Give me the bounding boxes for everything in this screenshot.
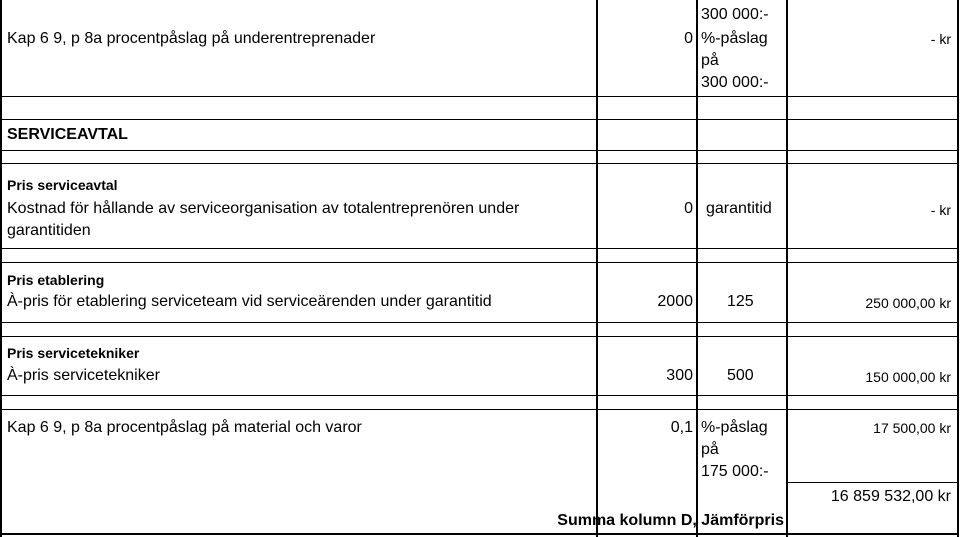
grid-line-row-7 — [0, 322, 959, 323]
grid-line-row-3 — [0, 150, 959, 151]
cell-unit-kap-material-3: 175 000:- — [701, 463, 769, 480]
grid-line-right — [957, 0, 959, 537]
grid-line-col-b — [596, 0, 598, 537]
grid-line-row-4 — [0, 163, 959, 164]
cell-heading-pris-servicetekniker: Pris servicetekniker — [7, 345, 140, 361]
cell-unit-kap-underentreprenad-2: på — [701, 52, 719, 69]
grid-line-left — [0, 0, 2, 537]
cell-unit-pris-serviceavtal: garantitid — [706, 200, 772, 217]
grid-line-row-11 — [786, 482, 959, 483]
cell-unit-kap-material-1: %-påslag — [701, 419, 768, 436]
grid-line-col-c — [696, 0, 698, 537]
summa-amount: 16 859 532,00 kr — [830, 488, 951, 505]
cell-unit-price-pris-etablering: 125 — [727, 293, 754, 310]
grid-line-row-6 — [0, 262, 959, 263]
cell-quantity-kap-material: 0,1 — [670, 419, 693, 436]
cell-unit-price-pris-servicetekniker: 500 — [727, 367, 754, 384]
cell-label-kap-underentreprenad: Kap 6 9, p 8a procentpåslag på underentreprenader — [7, 30, 376, 47]
cell-amount-pris-serviceavtal: - kr — [930, 202, 951, 218]
cell-label-pris-servicetekniker: À-pris servicetekniker — [7, 367, 160, 384]
cell-quantity-kap-underentreprenad: 0 — [684, 30, 693, 47]
section-heading-serviceavtal: SERVICEAVTAL — [7, 126, 128, 143]
grid-line-row-5 — [0, 248, 959, 249]
grid-line-row-10 — [0, 409, 959, 410]
cell-amount-pris-servicetekniker: 150 000,00 kr — [865, 369, 951, 385]
cell-amount-pris-etablering: 250 000,00 kr — [865, 295, 951, 311]
cell-amount-kap-material: 17 500,00 kr — [873, 420, 951, 436]
cell-label-pris-serviceavtal-1: Kostnad för hållande av serviceorganisation av totalentreprenören under — [7, 200, 520, 217]
cell-quantity-pris-serviceavtal: 0 — [684, 200, 693, 217]
grid-line-bottom — [0, 533, 959, 535]
cell-unit-kap-material-2: på — [701, 441, 719, 458]
summa-label: Summa kolumn D, Jämförpris — [557, 512, 784, 529]
cell-heading-pris-etablering: Pris etablering — [7, 272, 105, 288]
cell-label-kap-material: Kap 6 9, p 8a procentpåslag på material och varor — [7, 419, 362, 436]
cell-label-pris-serviceavtal-2: garantitiden — [7, 222, 91, 239]
cell-unit-kap-underentreprenad-1: %-påslag — [701, 30, 768, 47]
grid-line-row-9 — [0, 395, 959, 396]
grid-line-row-8 — [0, 336, 959, 337]
cell-top-note: 300 000:- — [701, 6, 769, 23]
cell-amount-kap-underentreprenad: - kr — [930, 31, 951, 47]
cell-unit-kap-underentreprenad-3: 300 000:- — [701, 74, 769, 91]
cell-quantity-pris-etablering: 2000 — [657, 293, 693, 310]
grid-line-row-2 — [0, 119, 959, 120]
cell-heading-pris-serviceavtal: Pris serviceavtal — [7, 177, 118, 193]
cell-label-pris-etablering: À-pris för etablering serviceteam vid serviceärenden under garantitid — [7, 293, 492, 310]
cell-quantity-pris-servicetekniker: 300 — [666, 367, 693, 384]
grid-line-row-1 — [0, 96, 959, 97]
grid-line-col-d — [786, 0, 788, 537]
